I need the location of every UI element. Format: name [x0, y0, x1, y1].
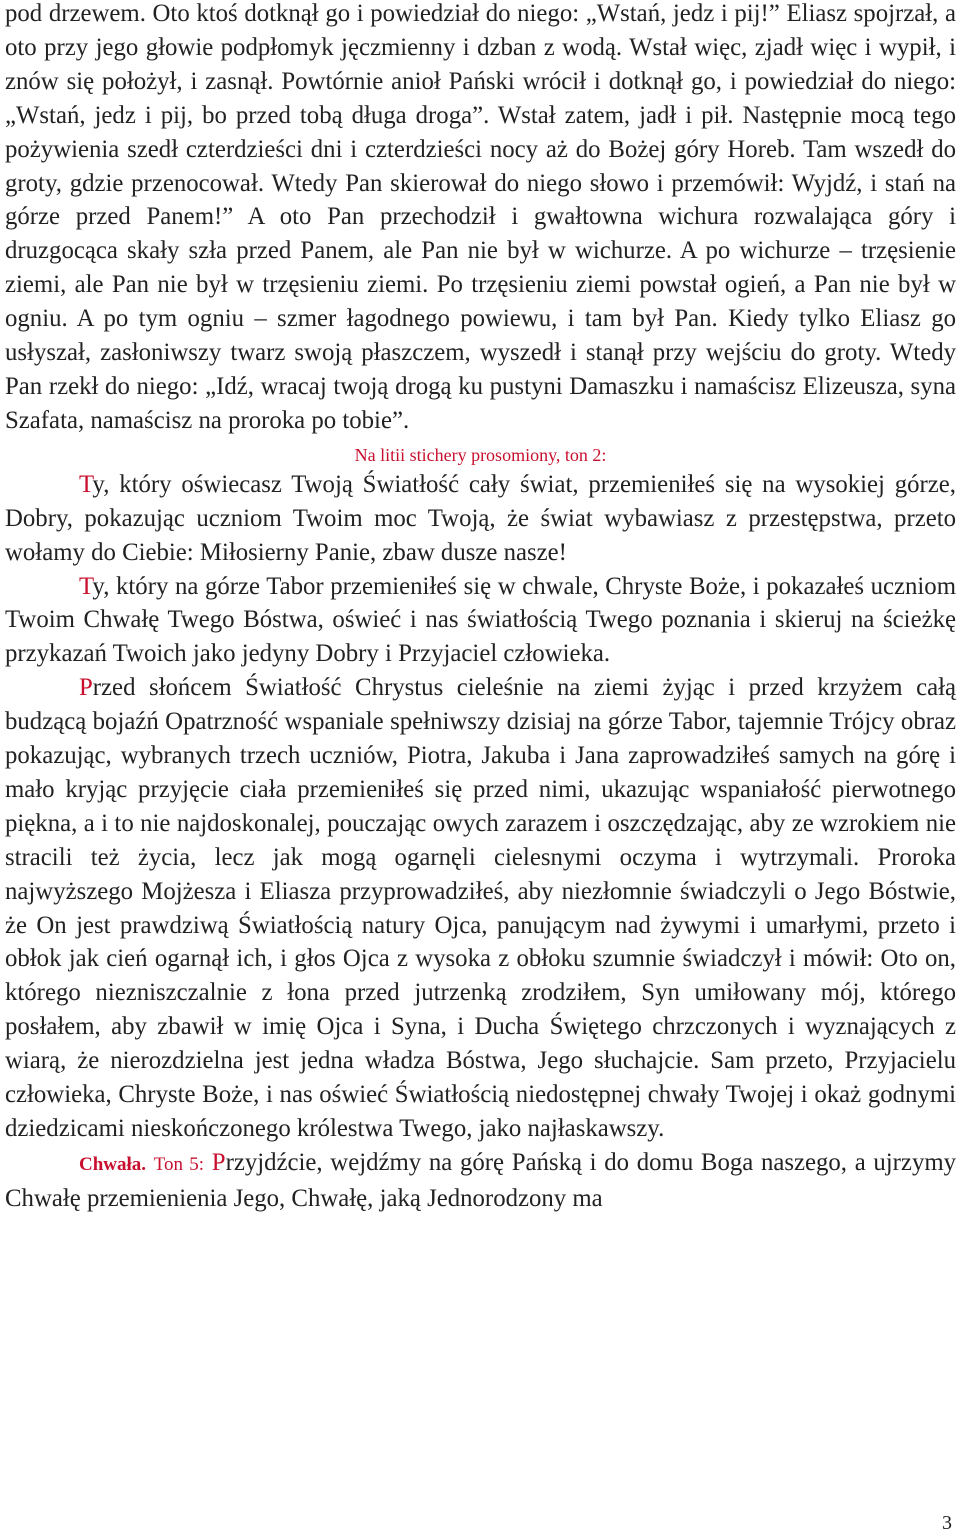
document-page: [5, 0, 956, 1216]
sticheron-3-initial: P: [79, 674, 93, 702]
sticheron-1-text: y, który oświecasz Twoją Światłość cały świat, przemieniłeś się na wysokiej górze, Dobry, pokazując uczniom Twoim moc Twoją, że świat wybawiasz z przestępstwa, przeto wołamy do Ciebie: Miłosierny Panie, zbaw dusze nasze!: [5, 470, 956, 566]
glory-label: Chwała.: [79, 1153, 147, 1175]
sticheron-2-initial: T: [79, 572, 93, 600]
sticheron-1-initial: T: [79, 470, 93, 498]
sticheron-2-text: y, który na górze Tabor przemieniłeś się w chwale, Chryste Boże, i pokazałeś uczniom Twoim Chwałę Twego Bóstwa, oświeć i nas światłością Twego poznania i skieruj na ścieżkę przykazań Twoich jako jedyny Dobry i Przyjaciel człowieka.: [5, 572, 956, 668]
glory-initial: P: [211, 1148, 226, 1176]
sticheron-2: [5, 570, 956, 672]
sticheron-1: [5, 468, 956, 570]
glory-paragraph: [5, 1146, 956, 1216]
glory-tone: Ton 5:: [153, 1153, 205, 1175]
sticheron-3-text: rzed słońcem Światłość Chrystus cieleśnie na ziemi żyjąc i przed krzyżem całą budzącą bojaźń Opatrzność wspaniale spełniwszy dzisiaj na górze Tabor, tajemnie Trójcy obraz pokazując, wybranych trzech uczniów, Piotra, Jakuba i Jana zaprowadziłeś samych na górę i mało kryjąc przyjęcie ciała przemieniłeś się przed nimi, ukazując wspaniałość pierwotnego piękna, a i to nie najdoskonalej, pouczając owych zarazem i oszczędzając, aby ze wzrokiem nie stracili też życia, lecz jak mogą ogarnęli cielesnymi oczyma i wytrzymali. Proroka najwyższego Mojżesza i Eliasza przyprowadziłeś, aby niezłomnie świadczyli o Jego Bóstwie, że On jest prawdziwą Światłością natury Ojca, panującym nad żywymi i umarłymi, przeto i obłok jak cień ogarnął ich, i głos Ojca z wysoka z obłoku szumnie świadczył i mówił: Oto on, którego niezniszczalnie z łona przed jutrzenką zrodziłem, Syn umiłowany mój, którego posłałem, aby zbawił w imię Ojca i Syna, i Ducha Świętego chrzczonych i wyznających z wiarą, że nierozdzielna jest jedna władza Bóstwa, Jego słuchajcie. Sam przeto, Przyjacielu człowieka, Chryste Boże, i nas oświeć Światłością niedostępnej chwały Twojej i okaż godnymi dziedzicami nieskończonego królestwa Twego, jako najłaskawszy.: [5, 674, 956, 1142]
section-heading: Na litii stichery prosomiony, ton 2:: [354, 444, 607, 465]
glory-text: rzyjdźcie, wejdźmy na górę Pańską i do domu Boga naszego, a ujrzymy Chwałę przemienienia Jego, Chwałę, jaką Jednorodzony ma: [5, 1148, 957, 1212]
reading-paragraph: pod drzewem. Oto ktoś dotknął go i powiedział do niego: „Wstań, jedz i pij!” Eliasz spojrzał, a oto przy jego głowie podpłomyk jęczmienny i dzban z wodą. Wstał więc, zjadł więc i wypił, i znów się położył, i zasnął. Powtórnie anioł Pański wrócił i dotknął go, i powiedział do niego: „Wstań, jedz i pij, bo przed tobą długa droga”. Wstał zatem, jadł i pił. Następnie mocą tego pożywienia szedł czterdzieści dni i czterdzieści nocy aż do Bożej góry Horeb. Tam wszedł do groty, gdzie przenocował. Wtedy Pan skierował do niego słowo i przemówił: Wyjdź, i stań na górze przed Panem!” A oto Pan przechodził i gwałtowna wichura rozwalająca góry i druzgocąca skały szła przed Panem, ale Pan nie był w wichurze. A po wichurze – trzęsienie ziemi, ale Pan nie był w trzęsieniu ziemi. Po trzęsieniu ziemi powstał ogień, a Pan nie był w ogniu. A po tym ogniu – szmer łagodnego powiewu, i tam był Pan. Kiedy tylko Eliasz go usłyszał, zasłoniwszy twarz swoją płaszczem, wyszedł i stanął przy wejściu do groty. Wtedy Pan rzekł do niego: „Idź, wracaj twoją drogą ku pustyni Damaszku i namaścisz Elizeusza, syna Szafata, namaścisz na proroka po tobie”.: [5, 0, 956, 434]
sticheron-3: [5, 671, 956, 1146]
page-number: 3: [942, 1512, 952, 1534]
